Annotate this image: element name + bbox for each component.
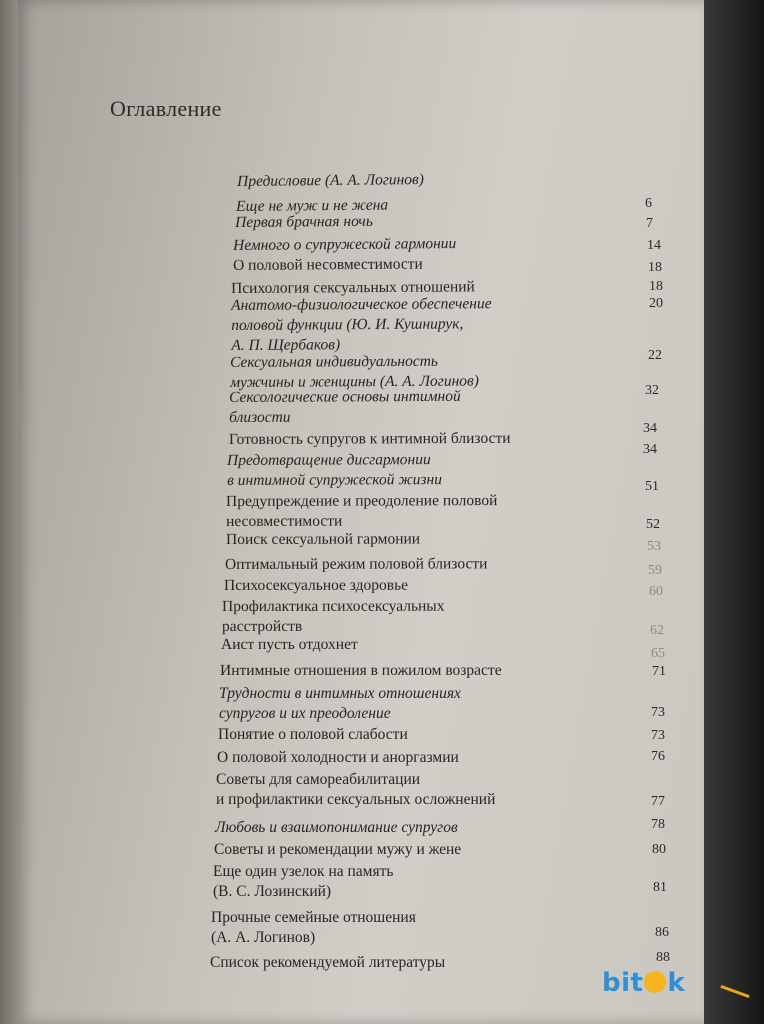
toc-entry [235,212,373,233]
toc-entry [220,661,502,681]
toc-entry-line: Первая брачная ночь [235,212,373,231]
page-number: 80 [652,842,666,857]
toc-entry-line: Интимные отношения в пожилом возрасте [220,661,502,679]
page-number: 32 [645,383,659,398]
page-number: 53 [647,539,661,554]
ball-icon [644,971,666,993]
toc-entry [217,748,459,768]
page-title: Оглавление [110,96,222,121]
toc-entry [229,429,511,450]
page-number: 22 [648,348,662,363]
toc-entry [213,862,393,902]
page-number: 34 [643,421,657,436]
toc-entry [233,234,456,256]
page-number: 51 [645,479,659,494]
page-number: 73 [651,728,665,743]
toc-entry-line: Немного о супружеской гармонии [233,235,457,254]
page-number: 81 [653,880,667,895]
toc-entry-line: Психосексуальное здоровье [224,576,409,594]
page-number: 62 [650,623,664,638]
page-number: 86 [655,925,669,940]
toc-entry-line: Трудности в интимных отношениях [219,685,461,702]
toc-entry-line: Профилактика психосексуальных [222,597,445,615]
watermark-text-end: k [667,968,686,998]
toc-entry-line: О половой холодности и аноргазмии [217,749,459,766]
page-number: 78 [651,817,665,832]
toc-entry-line: Предупреждение и преодоление половой [226,492,498,510]
toc-entry [225,554,487,575]
toc-entry [221,635,358,655]
page-number: 88 [656,950,670,965]
toc-entry [222,597,445,637]
toc-entry [215,818,458,838]
toc-entry [237,170,424,192]
toc-entry-line: Список рекомендуемой литературы [210,954,446,971]
toc-entry [226,491,498,532]
toc-entry-line: Предотвращение дисгармонии [227,451,431,469]
page-number: 20 [649,296,663,311]
page-number: 59 [648,563,662,578]
page-number: 7 [646,216,653,231]
toc-entry-line: Советы и рекомендации мужу и жене [214,841,462,858]
toc-entry [216,770,495,810]
page-number: 76 [651,749,665,764]
toc-entry [224,576,408,596]
toc-entry-line: Советы для самореабилитации [216,771,421,788]
toc-entry [233,255,423,276]
toc-entry-line: Еще не муж и не жена [236,196,389,215]
toc-entry [218,725,408,745]
page-number: 18 [648,260,662,275]
toc-entry [210,953,445,973]
arrow-icon [720,985,749,998]
toc-entry-line: мужчины и женщины (А. А. Логинов) [230,372,479,391]
toc-entry-line: Аист пусть отдохнет [221,635,358,653]
toc-entry-line: (В. С. Лозинский) [213,883,332,900]
page-number: 71 [652,664,666,679]
page-number: 34 [643,442,657,457]
toc-entry [211,908,416,948]
toc-entry-line: О половой несовместимости [233,255,423,274]
watermark-text-start: bit [602,968,644,998]
toc-entry-line: Понятие о половой слабости [218,726,408,743]
page-number: 73 [651,705,665,720]
page-number: 18 [649,279,663,294]
toc-entry-line: Сексологические основы интимной [229,387,461,406]
toc-entry [219,684,461,724]
toc-entry-line: Еще один узелок на память [213,863,394,880]
toc-entry-line: Предисловие (А. А. Логинов) [237,171,424,190]
toc-entry-line: и профилактики сексуальных осложнений [216,791,496,808]
page-number: 60 [649,584,663,599]
page-number: 65 [651,646,665,661]
toc-entry [227,450,442,491]
toc-entry-line: А. П. Щербаков) [231,336,341,354]
toc-entry [214,840,461,860]
toc-entry-line: Оптимальный режим половой близости [225,555,488,573]
toc-entry-line: в интимной супружеской жизни [227,471,443,489]
toc-entry-line: супругов и их преодоление [219,705,391,722]
page-number: 6 [645,196,652,211]
page-number: 14 [647,238,661,253]
toc-entry [226,529,420,550]
toc-entry-line: Анатомо-физиологическое обеспечение [231,295,492,314]
toc-entry-line: Готовность супругов к интимной близости [229,429,511,448]
toc-entry-line: Сексуальная индивидуальность [230,352,438,371]
toc-entry-line: Прочные семейные отношения [211,909,416,926]
watermark-logo [602,968,752,1008]
toc-entry-line: расстройств [222,617,303,635]
toc-entry-line: (А. А. Логинов) [211,929,316,946]
toc-entry-line: Поиск сексуальной гармонии [226,530,421,548]
toc-entry-line: близости [229,408,291,426]
toc-entry-line: половой функции (Ю. И. Кушнирук, [231,315,464,334]
toc-entry [229,387,461,428]
page-number: 52 [646,517,660,532]
toc-entry [231,294,492,356]
toc-entry-line: несовместимости [226,512,343,530]
toc-entry-line: Психология сексуальных отношений [231,278,475,297]
toc-entry-line: Любовь и взаимопонимание супругов [215,819,458,836]
page-number: 77 [651,794,665,809]
